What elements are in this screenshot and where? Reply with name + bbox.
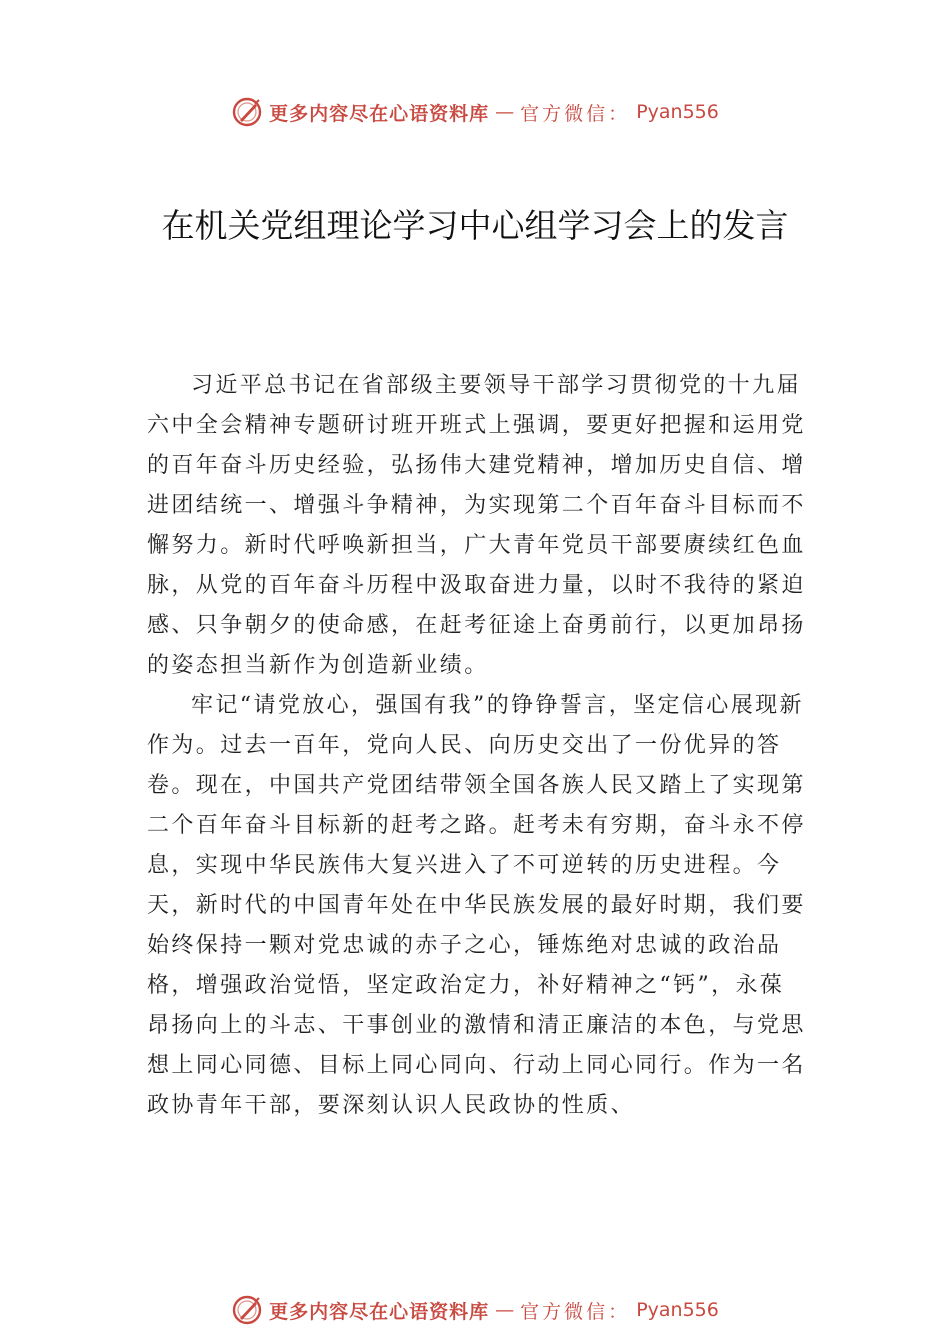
paragraph-2: 牢记“请党放心，强国有我”的铮铮誓言，坚定信心展现新作为。过去一百年，党向人民、向历史交出了一份优异的答卷。现在，中国共产党团结带领全国各族人民又踏上了实现第二个百年奋斗目标新的赶考之路。赶考未有穷期，奋斗永不停息，实现中华民族伟大复兴进入了不可逆转的历史进程。今天，新时代的中国青年处在中华民族发展的最好时期，我们要始终保持一颗对党忠诚的赤子之心，锤炼绝对忠诚的政治品格，增强政治觉悟，坚定政治定力，补好精神之“钙”，永葆昂扬向上的斗志、干事创业的激情和清正廉洁的本色，与党思想上同心同德、目标上同心同向、行动上同心同行。作为一名政协青年干部，要深刻认识人民政协的性质、 (147, 693, 806, 1118)
quill-logo-icon (231, 96, 263, 128)
banner-brand-text: 更多内容尽在心语资料库 (269, 1300, 490, 1323)
banner-wechat-id: Pyan556 (636, 101, 719, 123)
header-banner (0, 92, 950, 132)
footer-banner (0, 1290, 950, 1330)
paragraph-1: 习近平总书记在省部级主要领导干部学习贯彻党的十九届六中全会精神专题研讨班开班式上强调，要更好把握和运用党的百年奋斗历史经验，弘扬伟大建党精神，增加历史自信、增进团结统一、增强斗争精神，为实现第二个百年奋斗目标而不懈努力。新时代呼唤新担当，广大青年党员干部要赓续红色血脉，从党的百年奋斗历程中汲取奋进力量，以时不我待的紧迫感、只争朝夕的使命感，在赶考征途上奋勇前行，以更加昂扬的姿态担当新作为创造新业绩。 (147, 373, 806, 678)
banner-dash: — (495, 101, 515, 123)
banner-wechat-label: 官方微信： (520, 102, 631, 125)
quill-logo-icon (231, 1294, 263, 1326)
banner-dash: — (495, 1299, 515, 1321)
banner-brand-text: 更多内容尽在心语资料库 (269, 102, 490, 125)
document-title: 在机关党组理论学习中心组学习会上的发言 (161, 206, 789, 245)
document-body (147, 366, 807, 1126)
banner-wechat-id: Pyan556 (636, 1299, 719, 1321)
banner-wechat-label: 官方微信： (520, 1300, 631, 1323)
